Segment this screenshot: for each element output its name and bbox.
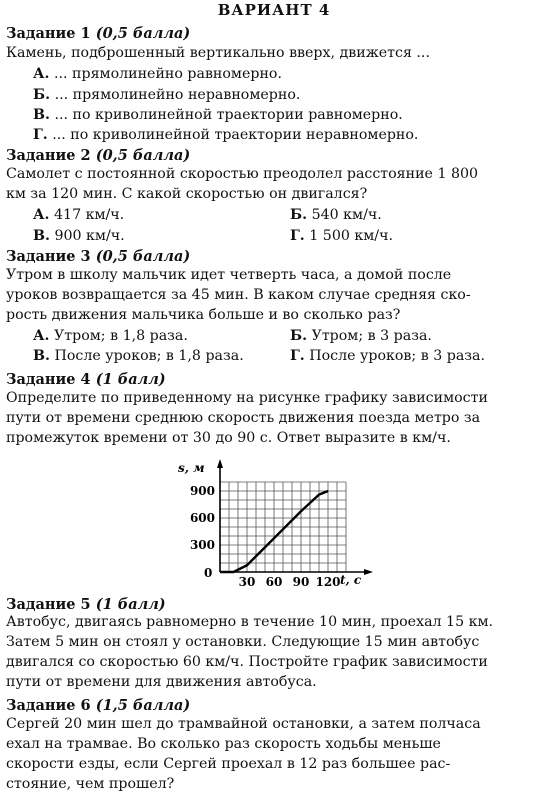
task-3-text-line-3: рость движения мальчика больше и во сколько раз? bbox=[6, 307, 401, 323]
task-2-text-line-1: Самолет с постоянной скоростью преодолел расстояние 1 800 bbox=[6, 166, 479, 182]
task-6-text-line-1: Сергей 20 мин шел до трамвайной остановки, а затем полчаса bbox=[6, 716, 481, 732]
task-3-text-line-1: Утром в школу мальчик идет четверть часа, а домой после bbox=[6, 267, 452, 283]
chart-grid bbox=[220, 482, 346, 572]
task-4-text-line-3: промежуток времени от 30 до 90 с. Ответ выразите в км/ч. bbox=[6, 430, 451, 446]
task-6-text-line-4: стояние, чем прошел? bbox=[6, 776, 175, 792]
task-5-text-line-2: Затем 5 мин он стоял у остановки. Следующие 15 мин автобус bbox=[6, 634, 480, 650]
y-tick-label: 300 bbox=[189, 538, 215, 552]
task-3-text-line-2: уроков возвращается за 45 мин. В каком случае средняя ско- bbox=[6, 287, 471, 303]
y-tick-label: 600 bbox=[189, 511, 215, 525]
task-1-option-v: В. ... по криволинейной траектории равномерно. bbox=[33, 107, 403, 123]
y-tick-label: 900 bbox=[189, 484, 215, 498]
task-5-text-line-3: двигался со скоростью 60 км/ч. Постройте график зависимости bbox=[6, 654, 488, 670]
x-tick-label: 30 bbox=[238, 575, 256, 589]
task-3-option-a: А. Утром; в 1,8 раза. bbox=[33, 328, 188, 344]
task-6-text-line-3: скорости езды, если Сергей проехал в 12 раз большее рас- bbox=[6, 756, 451, 772]
task-2-option-b: Б. 540 км/ч. bbox=[290, 207, 382, 223]
x-tick-label: 120 bbox=[315, 575, 341, 589]
task-6-text-line-2: ехал на трамвае. Во сколько раз скорость ходьбы меньше bbox=[6, 736, 441, 752]
task-4-title: Задание 4 (1 балл) bbox=[6, 371, 166, 388]
task-1-option-g: Г. ... по криволинейной траектории неравномерно. bbox=[33, 127, 419, 143]
x-tick-label: 90 bbox=[292, 575, 310, 589]
task-3-option-g: Г. После уроков; в 3 раза. bbox=[290, 348, 485, 364]
task-1-option-a: А. ... прямолинейно равномерно. bbox=[33, 66, 282, 82]
task-2-text-line-2: км за 120 мин. С какой скоростью он двигался? bbox=[6, 186, 368, 202]
task-2-title: Задание 2 (0,5 балла) bbox=[6, 147, 191, 164]
chart-x-axis-label: t, с bbox=[340, 573, 362, 587]
task-1-option-b: Б. ... прямолинейно неравномерно. bbox=[33, 87, 301, 103]
task-1-text: Камень, подброшенный вертикально вверх, движется ... bbox=[6, 45, 430, 61]
task-6-title: Задание 6 (1,5 балла) bbox=[6, 697, 191, 714]
task-5-title: Задание 5 (1 балл) bbox=[6, 596, 166, 613]
task-1-title: Задание 1 (0,5 балла) bbox=[6, 25, 191, 42]
task-4-text-line-2: пути от времени среднюю скорость движения поезда метро за bbox=[6, 410, 481, 426]
x-axis-arrow bbox=[364, 569, 373, 575]
task-5-text-line-4: пути от времени для движения автобуса. bbox=[6, 674, 317, 690]
distance-time-chart bbox=[160, 456, 380, 592]
task-3-option-v: В. После уроков; в 1,8 раза. bbox=[33, 348, 244, 364]
task-3-title: Задание 3 (0,5 балла) bbox=[6, 248, 191, 265]
task-4-text-line-1: Определите по приведенному на рисунке графику зависимости bbox=[6, 390, 488, 406]
variant-title: ВАРИАНТ 4 bbox=[217, 1, 331, 19]
chart-y-axis-label: s, м bbox=[178, 461, 205, 475]
chart-origin-label: 0 bbox=[204, 566, 213, 580]
task-2-option-v: В. 900 км/ч. bbox=[33, 228, 125, 244]
task-5-text-line-1: Автобус, двигаясь равномерно в течение 10 мин, проехал 15 км. bbox=[6, 614, 494, 630]
task-3-option-b: Б. Утром; в 3 раза. bbox=[290, 328, 432, 344]
task-2-option-g: Г. 1 500 км/ч. bbox=[290, 228, 393, 244]
y-axis-arrow bbox=[217, 459, 223, 468]
task-2-option-a: А. 417 км/ч. bbox=[33, 207, 125, 223]
x-tick-label: 60 bbox=[265, 575, 283, 589]
